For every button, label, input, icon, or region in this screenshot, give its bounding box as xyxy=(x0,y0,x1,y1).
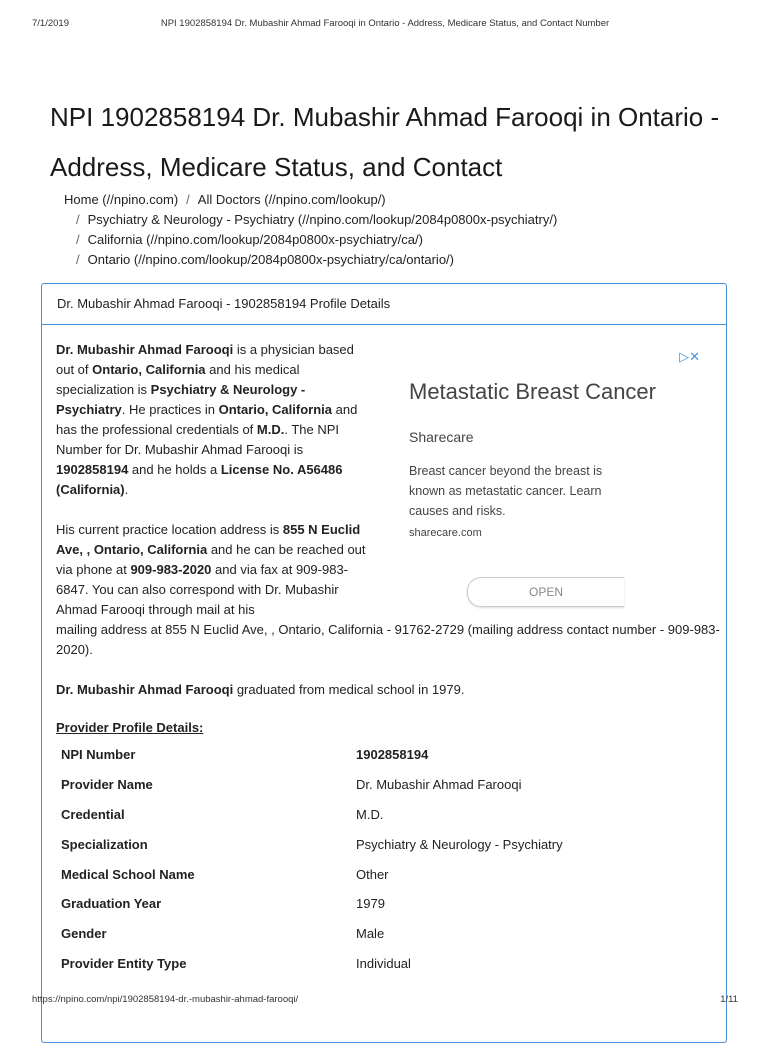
text: mailing address at 855 N Euclid Ave, , Ontario, California - 91762-2729 (mailing address contact number - 909-983-2020). xyxy=(56,622,720,657)
table-row xyxy=(55,859,715,889)
location: Ontario, California xyxy=(92,362,206,377)
ad-domain: sharecare.com xyxy=(409,527,482,539)
intro-paragraph xyxy=(56,340,371,500)
row-label: Provider Name xyxy=(61,777,153,793)
ad-source: Sharecare xyxy=(409,429,474,445)
row-value: 1979 xyxy=(356,896,385,912)
advertisement[interactable] xyxy=(400,345,705,615)
profile-section-title: Provider Profile Details: xyxy=(56,720,204,735)
doctor-name: Dr. Mubashir Ahmad Farooqi xyxy=(56,342,234,357)
text: . The NPI Number for Dr. Mubashir Ahmad Farooqi is xyxy=(56,422,340,457)
row-label: Specialization xyxy=(61,836,148,852)
table-row xyxy=(55,919,715,949)
print-date: 7/1/2019 xyxy=(32,18,69,29)
print-title: NPI 1902858194 Dr. Mubashir Ahmad Farooqi in Ontario - Address, Medicare Status, and Contact Number xyxy=(160,18,610,29)
practice-address: 855 N Euclid Ave, , Ontario, California xyxy=(56,522,361,557)
ad-title[interactable]: Metastatic Breast Cancer xyxy=(409,379,656,404)
profile-card-heading: Dr. Mubashir Ahmad Farooqi - 1902858194 Profile Details xyxy=(42,284,726,325)
location: Ontario, California xyxy=(218,402,332,417)
credential: M.D. xyxy=(256,422,285,437)
row-label: Credential xyxy=(61,806,125,822)
ad-description: Breast cancer beyond the breast is known as metastatic cancer. Learn causes and risks. xyxy=(409,464,603,518)
row-value: M.D. xyxy=(356,806,384,822)
text: and his medical specialization is xyxy=(56,362,300,397)
breadcrumb-separator: / xyxy=(76,212,80,227)
breadcrumb-separator: / xyxy=(186,192,190,207)
breadcrumb-separator: / xyxy=(76,252,80,267)
breadcrumb-state-link[interactable]: California (//npino.com/lookup/2084p0800x-psychiatry/ca/) xyxy=(87,232,423,247)
text: and he can be reached out via phone at xyxy=(56,542,366,577)
ad-open-button[interactable]: OPEN xyxy=(467,577,624,607)
table-row xyxy=(55,800,715,830)
license: License No. A56486 (California) xyxy=(56,462,343,497)
row-label: Medical School Name xyxy=(61,866,195,882)
row-value: Psychiatry & Neurology - Psychiatry xyxy=(356,836,563,852)
row-label: Provider Entity Type xyxy=(61,955,187,971)
breadcrumb-city-link[interactable]: Ontario (//npino.com/lookup/2084p0800x-psychiatry/ca/ontario/) xyxy=(87,252,454,267)
text: His current practice location address is xyxy=(56,522,283,537)
row-label: Gender xyxy=(61,926,107,942)
row-label: Graduation Year xyxy=(61,896,162,912)
table-row xyxy=(55,889,715,919)
print-url: https://npino.com/npi/1902858194-dr.-mubashir-ahmad-farooqi/ xyxy=(32,994,299,1005)
row-value: Dr. Mubashir Ahmad Farooqi xyxy=(356,777,522,793)
doctor-name: Dr. Mubashir Ahmad Farooqi xyxy=(56,682,234,697)
specialization: Psychiatry & Neurology - Psychiatry xyxy=(56,382,306,417)
row-value: Individual xyxy=(356,955,411,971)
table-row xyxy=(55,949,715,979)
breadcrumb-separator: / xyxy=(76,232,80,247)
breadcrumb-specialty-link[interactable]: Psychiatry & Neurology - Psychiatry (//npino.com/lookup/2084p0800x-psychiatry/) xyxy=(87,212,558,227)
text: and has the professional credentials of xyxy=(56,402,358,437)
row-value: Male xyxy=(356,926,385,942)
graduation-paragraph xyxy=(56,680,726,700)
row-value: Other xyxy=(356,866,389,882)
text: and via fax at 909-983-6847. You can also correspond with Dr. Mubashir Ahmad Farooqi through mail at his xyxy=(56,562,349,617)
page-title: NPI 1902858194 Dr. Mubashir Ahmad Farooqi in Ontario - Address, Medicare Status, and Contact xyxy=(50,102,720,182)
profile-details-table xyxy=(55,740,715,978)
text: is a physician based out of xyxy=(56,342,354,377)
breadcrumb xyxy=(64,190,557,270)
row-label: NPI Number xyxy=(61,747,136,763)
breadcrumb-home-link[interactable]: Home (//npino.com) xyxy=(64,192,179,207)
phone-number: 909-983-2020 xyxy=(130,562,212,577)
text: . He practices in xyxy=(121,402,219,417)
breadcrumb-all-doctors-link[interactable]: All Doctors (//npino.com/lookup/) xyxy=(197,192,386,207)
table-row xyxy=(55,829,715,859)
page-number: 1/11 xyxy=(720,994,738,1005)
table-row xyxy=(55,740,715,770)
text: . xyxy=(124,482,129,497)
row-value: 1902858194 xyxy=(356,747,429,763)
text: graduated from medical school in 1979. xyxy=(233,682,465,697)
text: and he holds a xyxy=(128,462,221,477)
npi-number: 1902858194 xyxy=(56,462,129,477)
table-row xyxy=(55,770,715,800)
ad-choices-close-icon[interactable]: ▷✕ xyxy=(679,349,700,364)
address-paragraph-narrow xyxy=(56,520,376,620)
